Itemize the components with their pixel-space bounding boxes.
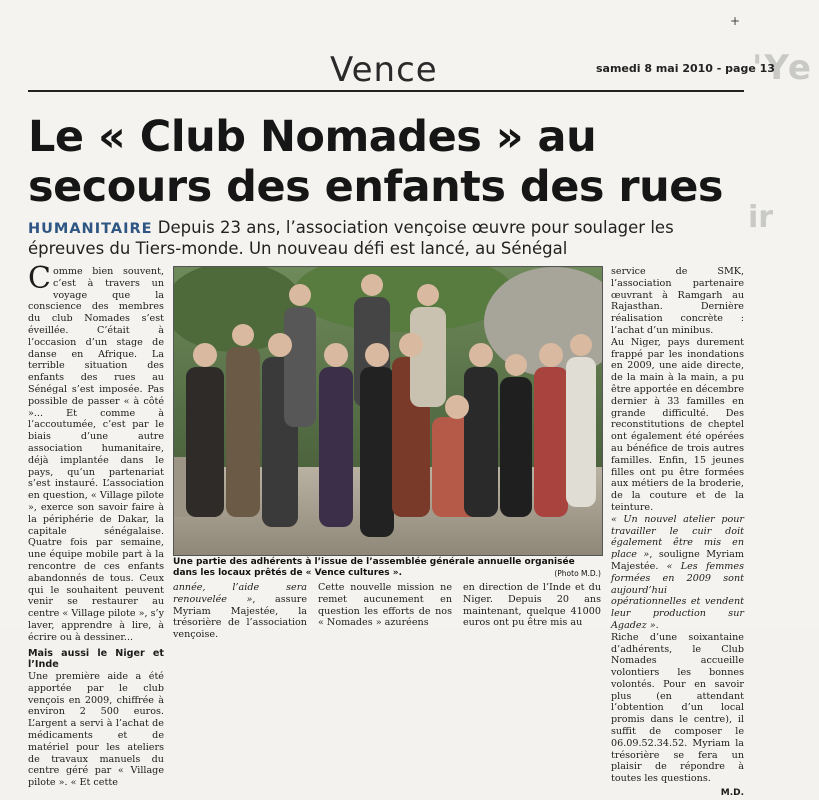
section-title: Vence (330, 50, 438, 90)
paragraph (173, 582, 307, 641)
caption-text: Une partie des adhérents à l’issue de l’assemblée générale annuelle organisée dans les locaux prêtés de « Vence cultures ». (173, 557, 575, 578)
column3-paragraph-1: service de SMK, l’association partenaire œuvrant à Ramgarh au Rajasthan. Dernière réalisation concrète : l’achat d’un minibus. (611, 266, 744, 336)
article-column-1 (28, 261, 164, 789)
column3-paragraph-3: Riche d’une soixantaine d’adhérents, le Club Nomades accueille volontiers les bonnes volontés. Pour en savoir plus (en attendant l’obtention d’un local promis dans le centre), il suffit de composer le 06.09.52.34.52. Myriam la trésorière se fera un plaisir de répondre à toutes les questions. (611, 631, 744, 785)
bleed-through-text (742, 0, 819, 628)
bottom-column-3 (463, 582, 601, 629)
header-rule (28, 90, 744, 92)
photo-caption (173, 557, 601, 579)
bottom-quote: année, l’aide sera renouvelée » (173, 582, 307, 605)
subhead: Mais aussi le Niger et l’Inde (28, 647, 164, 671)
bottom-text: en direction de l’Inde et du Niger. Depuis 20 ans maintenant, quelque 41000 euros ont pu être mis au (463, 582, 601, 629)
bleed-through-line-1: 'Ye (752, 48, 813, 88)
crop-plus-mark: + (730, 14, 741, 28)
bottom-text: , assure Myriam Majestée, la trésorière de l’association vençoise. (173, 593, 308, 641)
headline (28, 112, 744, 212)
deck (28, 218, 744, 258)
bottom-column-2 (318, 582, 452, 629)
headline-line-2: secours des enfants des rues (28, 162, 723, 212)
signature: M.D. (720, 788, 744, 799)
article-column-3 (611, 266, 744, 800)
quote-1-attribution: , souligne Myriam Majestée. (611, 549, 744, 572)
bottom-column-1 (173, 582, 307, 641)
photo-credit: (Photo M.D.) (554, 569, 601, 578)
bleed-through-line-2: ir (748, 200, 774, 235)
date-page-label: samedi 8 mai 2010 - page 13 (596, 62, 775, 75)
quote-1: « Un nouvel atelier pour travailler le cuir doit également être mis en place » (611, 513, 744, 561)
column3-paragraph-2: Au Niger, pays durement frappé par les inondations en 2009, une aide directe, de la main à la main, a pu être apportée en décembre dernier à 33 familles en grande difficulté. Des reconstitutions de cheptel ont également été opérées au bénéfice de trois autres familles. Enfin, 15 jeunes filles ont pu être formées aux métiers de la broderie, de la couture et de la teinture. (611, 336, 744, 513)
column3-quote-paragraph (611, 514, 744, 632)
quote-2: « Les femmes formées en 2009 sont aujourd’hui opérationnelles et vendent leur production sur Agadez ». (611, 560, 744, 631)
bottom-text: Cette nouvelle mission ne remet aucunement en question les efforts de nos « Nomades » azuréens (318, 582, 452, 629)
group-photo-illustration (174, 267, 602, 555)
deck-text: Depuis 23 ans, l’association vençoise œuvre pour soulager les épreuves du Tiers-monde. Un nouveau défi est lancé, au Sénégal (28, 218, 674, 258)
kicker: HUMANITAIRE (28, 221, 153, 237)
column1-paragraph-1: omme bien souvent, c’est à travers un voyage que la conscience des membres du club Nomades s’est éveillée. C’était à l’occasion d’un stage de danse en Afrique. La terrible situation des enfants des rues au Sénégal s’est imposée. Pas possible de passer « à côté »... Et comme à l’accoutumée, c’est par le biais d’une autre association humanitaire, déjà implantée dans le pays, qu’un partenariat s’est instauré. L’association en question, « Village pilote », exerce son savoir faire à la périphérie de Dakar, la capitale sénégalaise. Quatre fois par semaine, une équipe mobile part à la rencontre de ces enfants abandonnés de tous. Ceux qui le souhaitent peuvent venir se restaurer au centre « Village pilote », s’y laver, apprendre à lire, à écrire ou à dessiner... (28, 266, 164, 643)
group-photo (173, 266, 603, 556)
headline-line-1: Le « Club Nomades » au (28, 112, 597, 162)
paragraph (28, 261, 164, 644)
column1-paragraph-2: Une première aide a été apportée par le club vençois en 2009, chiffrée à environ 2 500 euros. L’argent a servi à l’achat de médicaments et de matériel pour les ateliers de travaux manuels du centre géré par « Village pilote ». « Et cette (28, 671, 164, 789)
drop-cap: C (28, 261, 51, 296)
